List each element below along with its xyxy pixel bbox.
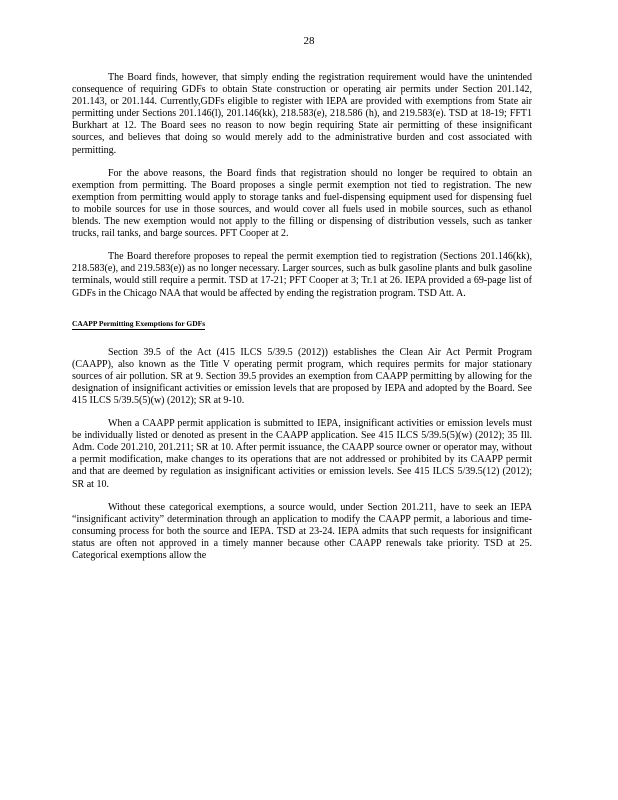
paragraph-categorical-exemptions: Without these categorical exemptions, a source would, under Section 201.211, have to seek an IEPA “insignificant activity” determination through an application to modify the CAAPP permit, a laborious and time-consuming process for both the source and IEPA. TSD at 23-24. IEPA admits that such requests for insignificant status are often not approved in a timely manner because other CAAPP renewals take priority. TSD at 25. Categorical exemptions allow the — [72, 501, 532, 561]
page-number: 28 — [303, 35, 315, 47]
paragraph-repeal-proposal: The Board therefore proposes to repeal the permit exemption tied to registration (Sections 201.146(kk), 218.583(e), and 219.583(e)) as no longer necessary. Larger sources, such as bulk gasoline plants and bulk gasoline terminals, would still require a permit. TSD at 17-21; PFT Cooper at 3; Tr.1 at 26. IEPA provided a 69-page list of GDFs in the Chicago NAA that would be affected by ending the registration program. TSD Att. A. — [72, 251, 532, 299]
section-heading: CAAPP Permitting Exemptions for GDFs — [72, 318, 206, 328]
paragraph-registration-consequence: The Board finds, however, that simply ending the registration requirement would have the unintended consequence of requiring GDFs to obtain State construction or operating air permits under Section 201.142, 201.143, or 201.144. Currently,GDFs eligible to register with IEPA are provided with exemptions from State air permitting under Sections 201.146(l), 201.146(kk), 218.583(e), 218.586 (h), and 219.583(e). TSD at 18-19; FFT1 Burkhart at 12. The Board sees no reason to now begin requiring State air permitting of these insignificant sources, and believes that doing so would merely add to the administrative burden and cost associated with permitting. — [72, 72, 532, 156]
paragraph-caapp-application: When a CAAPP permit application is submitted to IEPA, insignificant activities or emission levels must be individually listed or denoted as present in the CAAPP application. See 415 ILCS 5/39.5(5)(w) (2012); 35 Ill. Adm. Code 201.210, 201.211; SR at 10. After permit issuance, the CAAPP source owner or operator may, without a permit modification, make changes to its operations that are not addressed or prohibited by its CAAPP permit and that are deemed by regulation as insignificant activities or emission levels. See 415 ILCS 5/39.5(12) (2012); SR at 10. — [72, 418, 532, 490]
paragraph-proposed-exemption: For the above reasons, the Board finds that registration should no longer be required to obtain an exemption from permitting. The Board proposes a single permit exemption not tied to registration. The new exemption from permitting would apply to storage tanks and fuel-dispensing equipment used for dispensing fuel to mobile sources for use in those sources, and would cover all fuels used in mobile sources, such as ethanol blends. The new exemption would not apply to the filling or dispensing of distribution vessels, such as tanker trucks, rail tanks, and barge sources. PFT Cooper at 2. — [72, 167, 532, 240]
body-text — [72, 72, 532, 573]
paragraph-caapp-overview: Section 39.5 of the Act (415 ILCS 5/39.5 (2012)) establishes the Clean Air Act Permit Program (CAAPP), also known as the Title V operating permit program, which requires permits for major stationary sources of air pollution. SR at 9. Section 39.5 provides an exemption from CAAPP permitting by allowing for the designation of insignificant activities or emission levels that are proposed by IEPA and adopted by the Board. See 415 ILCS 5/39.5(5)(w) (2012); SR at 9-10. — [72, 346, 532, 406]
